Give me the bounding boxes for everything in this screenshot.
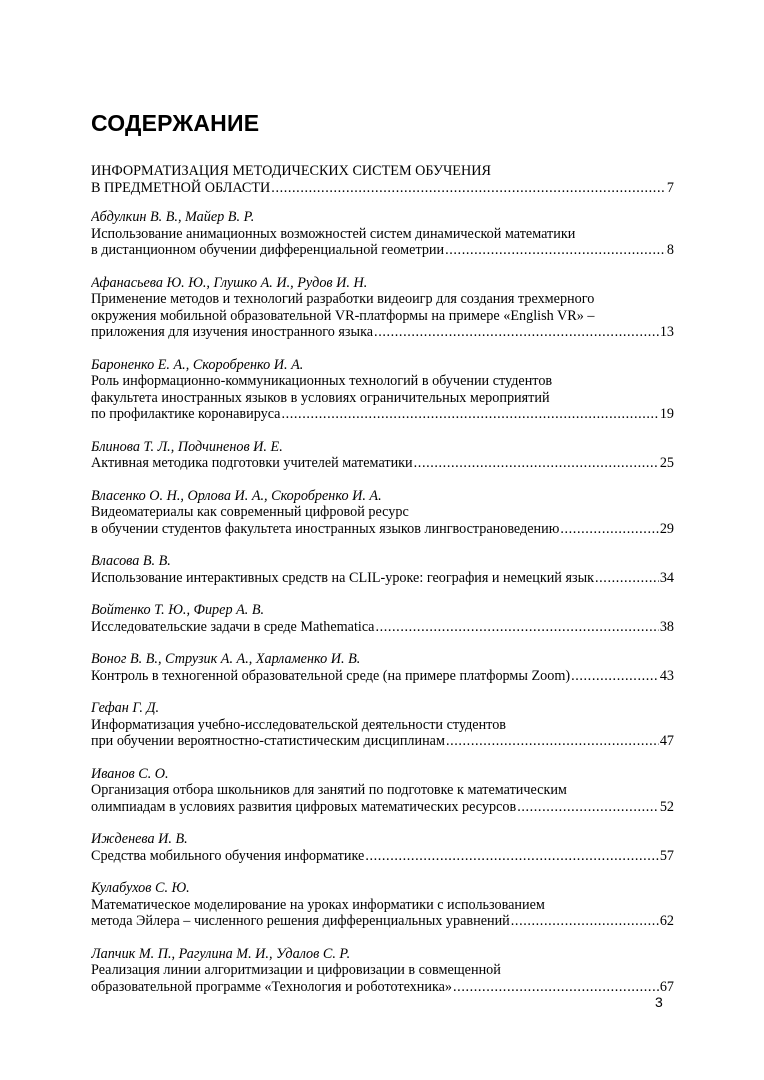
entry-authors: Абдулкин В. В., Майер В. Р. — [91, 209, 255, 225]
entry-title-text: метода Эйлера – численного решения дифференциальных уравнений — [91, 913, 510, 929]
dot-leader — [271, 180, 666, 197]
entry-title-last-line — [91, 406, 674, 423]
entry-title-line: Применение методов и технологий разработки видеоигр для создания трехмерного — [91, 291, 595, 307]
entry-page-number: 47 — [659, 733, 674, 749]
dot-leader — [453, 979, 659, 996]
entry-title-line: окружения мобильной образовательной VR-платформы на примере «English VR» – — [91, 307, 595, 324]
entry-title-last-line — [91, 324, 674, 341]
entry-title-last-line — [91, 979, 674, 996]
table-of-contents — [91, 163, 674, 1011]
entry-authors: Воног В. В., Струзик А. А., Харламенко И. В. — [91, 651, 361, 667]
dot-leader — [517, 799, 659, 816]
entry-authors: Войтенко Т. Ю., Фирер А. В. — [91, 602, 265, 618]
entry-title-line: Математическое моделирование на уроках информатики с использованием — [91, 896, 545, 913]
toc-entry[interactable] — [91, 831, 674, 864]
entry-page-number: 25 — [659, 455, 674, 471]
entry-page-number: 13 — [659, 324, 674, 340]
entry-authors: Бароненко Е. А., Скоробренко И. А. — [91, 356, 304, 373]
section-title-line: ИНФОРМАТИЗАЦИЯ МЕТОДИЧЕСКИХ СИСТЕМ ОБУЧЕНИЯ — [91, 163, 491, 179]
dot-leader — [595, 570, 659, 587]
entry-authors: Лапчик М. П., Рагулина М. И., Удалов С. Р. — [91, 945, 351, 962]
entry-authors: Власова В. В. — [91, 553, 171, 569]
entry-authors: Ижденева И. В. — [91, 831, 188, 847]
entry-title-line: Использование анимационных возможностей систем динамической математики — [91, 225, 576, 242]
entry-title-text: Активная методика подготовки учителей математики — [91, 455, 413, 471]
entry-title-line: Роль информационно-коммуникационных технологий в обучении студентов — [91, 373, 553, 389]
toc-entry[interactable] — [91, 488, 674, 538]
entry-authors: Иванов С. О. — [91, 765, 169, 782]
entry-title-text: приложения для изучения иностранного языка — [91, 324, 374, 340]
toc-entry[interactable] — [91, 357, 674, 423]
entry-title-last-line — [91, 668, 674, 685]
entry-title-last-line — [91, 913, 674, 930]
toc-section — [91, 163, 674, 196]
toc-entry[interactable] — [91, 700, 674, 750]
toc-entry[interactable] — [91, 439, 674, 472]
entry-title-last-line — [91, 570, 674, 587]
entry-page-number: 19 — [659, 406, 674, 422]
entry-title-line: Реализация линии алгоритмизации и цифровизации в совмещенной — [91, 962, 501, 978]
dot-leader — [511, 913, 659, 930]
entry-title-text: Исследовательские задачи в среде Mathematica — [91, 618, 375, 635]
entry-title-line: Видеоматериалы как современный цифровой ресурс — [91, 504, 409, 520]
entry-title-last-line — [91, 619, 674, 636]
entry-title-last-line — [91, 521, 674, 538]
toc-entry[interactable] — [91, 946, 674, 996]
entry-title-last-line — [91, 242, 674, 259]
entry-authors: Гефан Г. Д. — [91, 700, 160, 716]
page-title: СОДЕРЖАНИЕ — [91, 110, 260, 136]
entry-page-number: 43 — [659, 667, 674, 684]
entry-page-number: 34 — [659, 569, 674, 586]
entry-title-text: в обучении студентов факультета иностранных языков лингвострановедению — [91, 520, 560, 537]
dot-leader — [374, 324, 659, 341]
entry-title-text: Использование интерактивных средств на CLIL-уроке: география и немецкий язык — [91, 569, 594, 586]
entry-authors: Кулабухов С. Ю. — [91, 880, 190, 896]
entry-page-number: 29 — [659, 520, 674, 537]
entry-title-text: образовательной программе «Технология и робототехника» — [91, 978, 453, 995]
entry-authors: Афанасьева Ю. Ю., Глушко А. И., Рудов И. Н. — [91, 274, 368, 291]
dot-leader — [445, 242, 666, 259]
entry-page-number: 67 — [659, 978, 674, 995]
entry-title-last-line — [91, 455, 674, 472]
entry-title-text: олимпиадам в условиях развития цифровых математических ресурсов — [91, 798, 517, 815]
entry-title-last-line — [91, 799, 674, 816]
dot-leader — [365, 848, 659, 865]
entry-title-text: по профилактике коронавируса — [91, 406, 281, 422]
entry-title-text: при обучении вероятностно-статистическим дисциплинам — [91, 733, 445, 749]
entry-title-text: Контроль в техногенной образовательной среде (на примере платформы Zoom) — [91, 667, 571, 684]
dot-leader — [446, 733, 659, 750]
entry-title-line: Информатизация учебно-исследовательской деятельности студентов — [91, 716, 506, 733]
toc-entry[interactable] — [91, 602, 674, 635]
dot-leader — [560, 521, 658, 538]
entry-title-line: Организация отбора школьников для занятий по подготовке к математическим — [91, 782, 567, 798]
section-title-last-line — [91, 180, 674, 197]
toc-entry[interactable] — [91, 880, 674, 930]
dot-leader — [375, 619, 658, 636]
entry-title-text: в дистанционном обучении дифференциальной геометрии — [91, 242, 445, 258]
entry-page-number: 62 — [659, 913, 674, 929]
section-page-number: 7 — [666, 179, 674, 196]
toc-entry[interactable] — [91, 651, 674, 684]
entry-title-text: Средства мобильного обучения информатике — [91, 847, 365, 864]
entry-title-last-line — [91, 848, 674, 865]
entry-title-last-line — [91, 733, 674, 750]
dot-leader — [281, 406, 658, 423]
section-title-text: В ПРЕДМЕТНОЙ ОБЛАСТИ — [91, 179, 271, 196]
entry-page-number: 57 — [659, 847, 674, 864]
toc-entry[interactable] — [91, 766, 674, 816]
dot-leader — [571, 668, 659, 685]
toc-entries — [91, 209, 674, 995]
entry-authors: Власенко О. Н., Орлова И. А., Скоробренко И. А. — [91, 487, 382, 504]
page-number: 3 — [655, 994, 663, 1010]
entry-authors: Блинова Т. Л., Подчиненов И. Е. — [91, 438, 283, 455]
entry-page-number: 52 — [659, 798, 674, 815]
entry-title-line: факультета иностранных языков в условиях ограничительных мероприятий — [91, 389, 550, 406]
toc-entry[interactable] — [91, 275, 674, 341]
dot-leader — [414, 455, 659, 472]
toc-entry[interactable] — [91, 209, 674, 259]
entry-page-number: 8 — [666, 242, 674, 258]
entry-page-number: 38 — [659, 618, 674, 635]
toc-entry[interactable] — [91, 553, 674, 586]
